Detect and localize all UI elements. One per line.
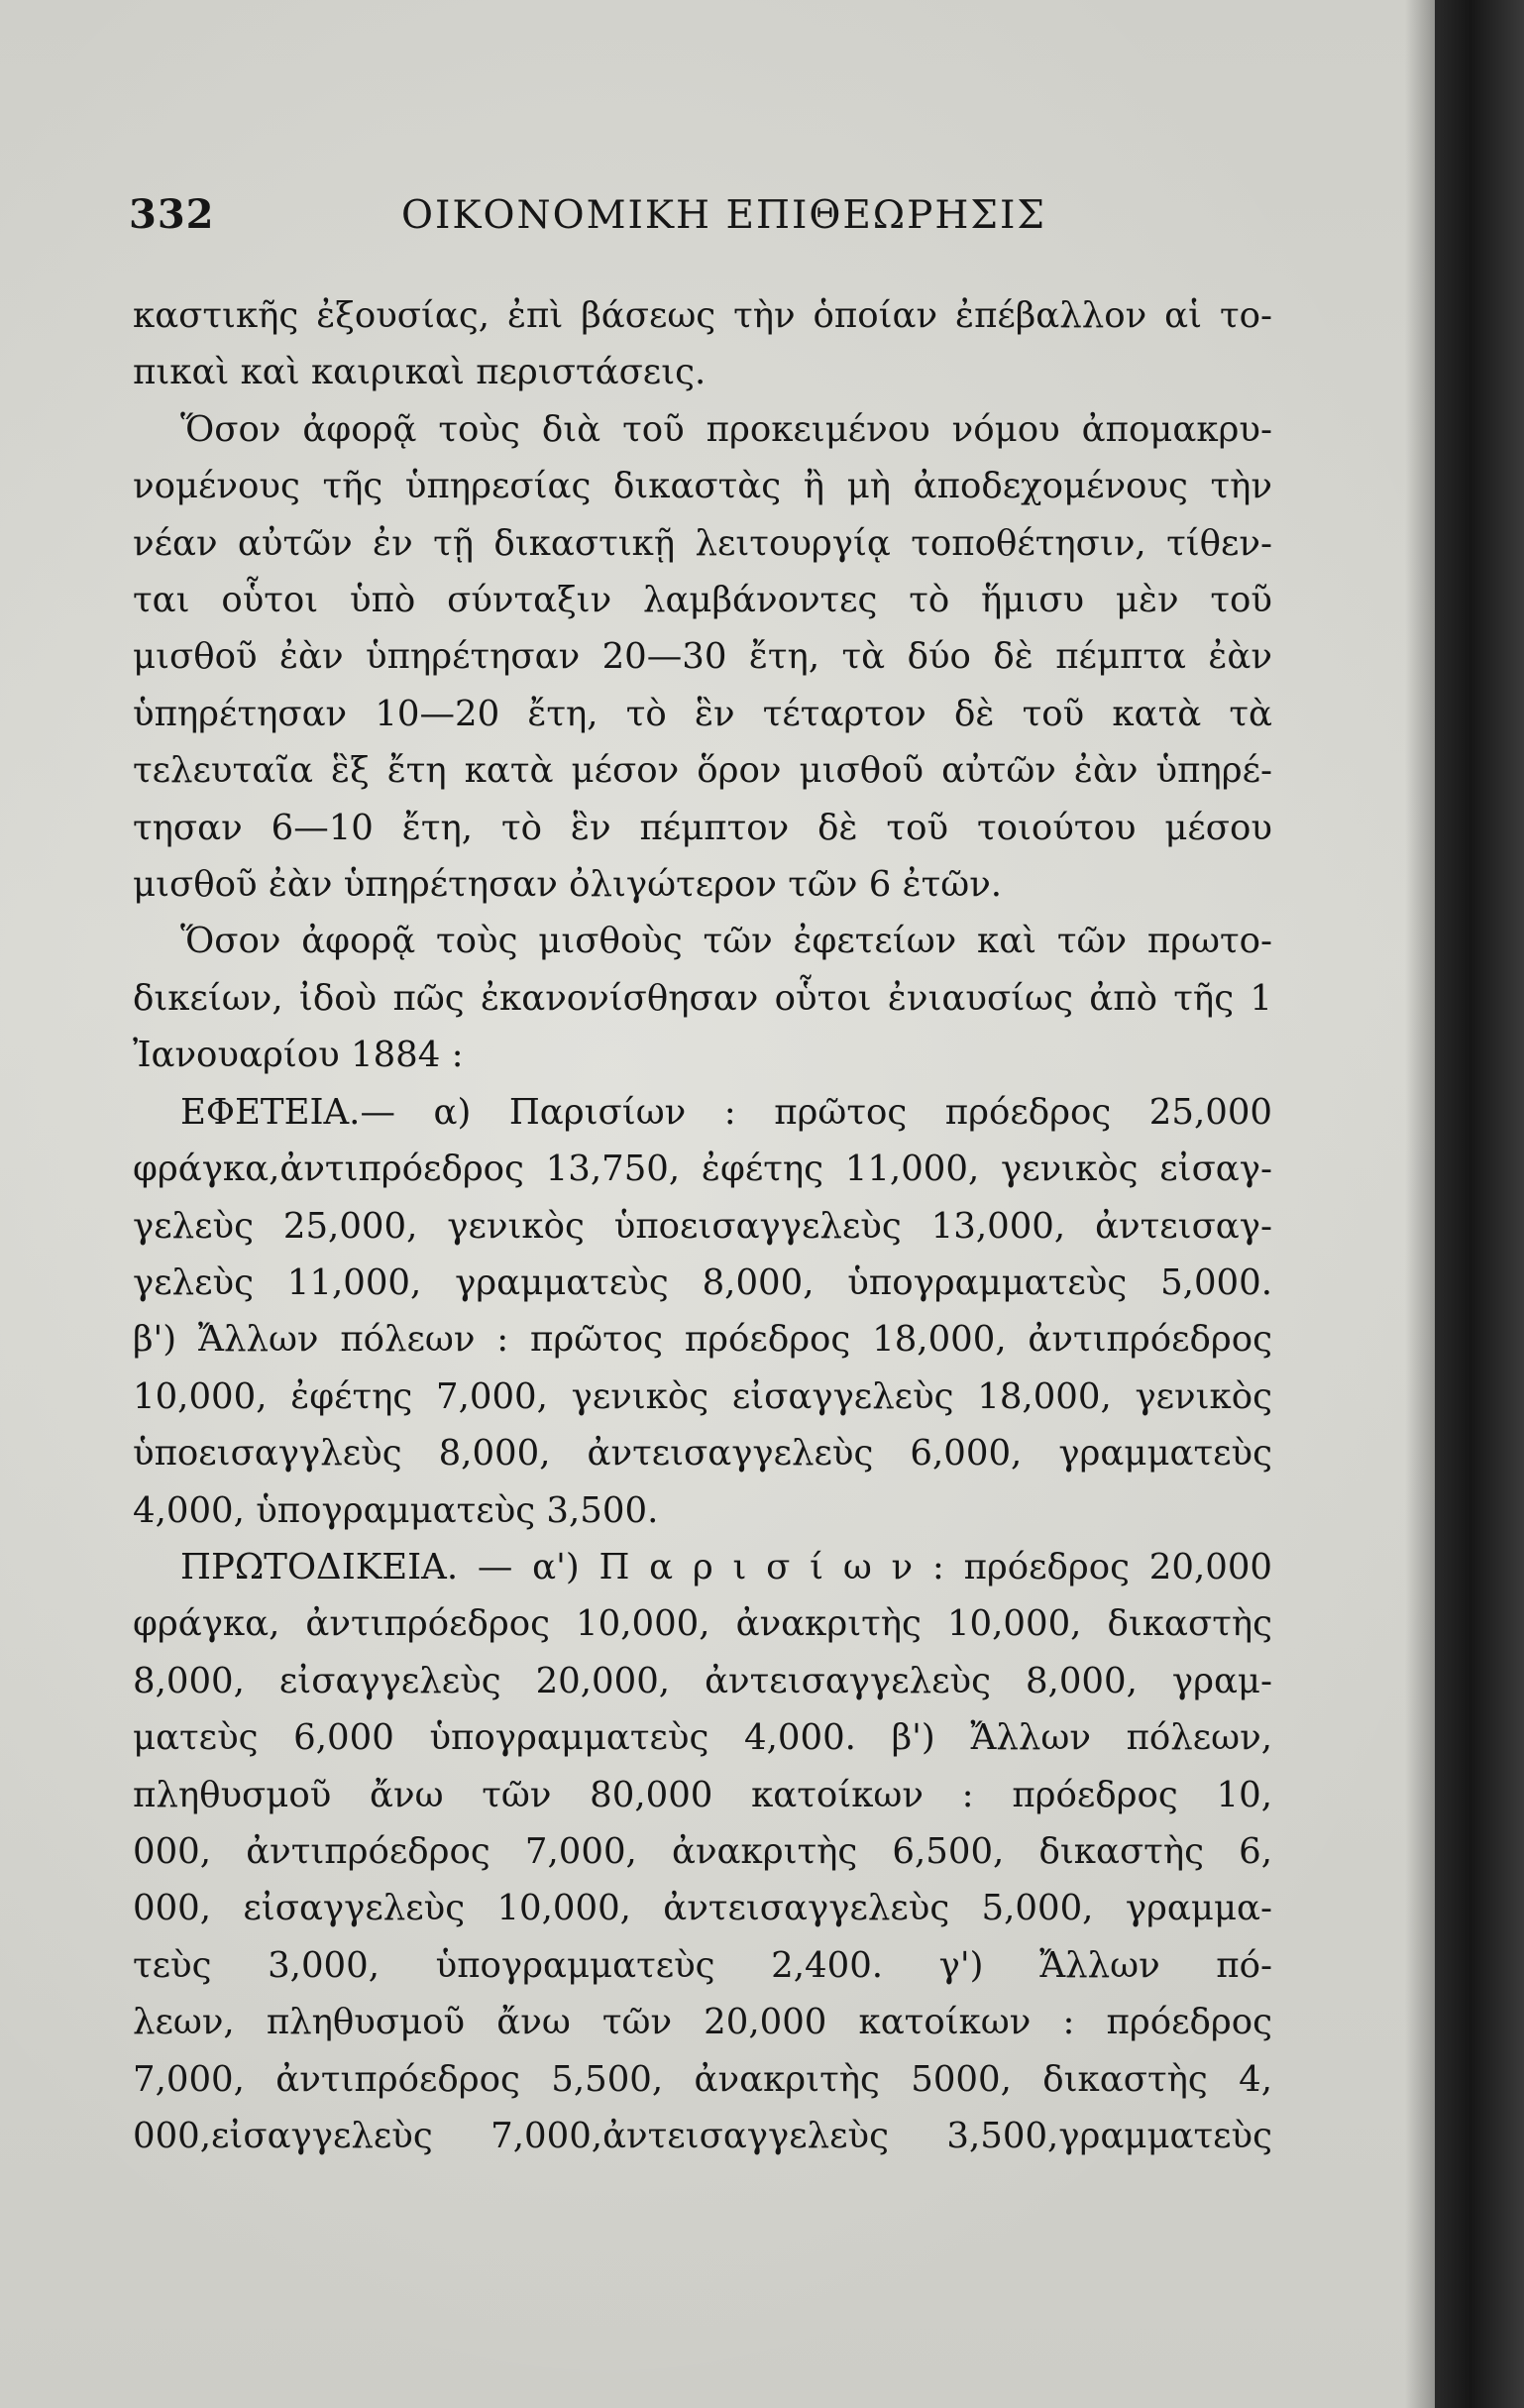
text-line: τησαν 6—10 ἔτη, τὸ ἓν πέμπτον δὲ τοῦ τοιούτου μέσου <box>133 807 1272 848</box>
text-line: 000, εἰσαγγελεὺς 10,000, ἀντεισαγγελεὺς 5,000, γραμμα- <box>133 1888 1272 1929</box>
text-line: τεὺς 3,000, ὑπογραμματεὺς 2,400. γ') Ἄλλων πό- <box>133 1944 1272 1986</box>
text-line: λεων, πληθυσμοῦ ἄνω τῶν 20,000 κατοίκων : πρόεδρος <box>133 2002 1272 2043</box>
body-text <box>133 287 1272 2164</box>
page-header <box>129 191 1318 251</box>
text-line: Ὅσον ἀφορᾷ τοὺς μισθοὺς τῶν ἐφετείων καὶ τῶν πρωτο- <box>180 921 1272 962</box>
text-line: Ἰανουαρίου 1884 : <box>133 1035 464 1076</box>
text-line: μισθοῦ ἐὰν ὑπηρέτησαν 20—30 ἔτη, τὰ δύο δὲ πέμπτα ἐὰν <box>133 636 1272 678</box>
page-number: 332 <box>129 191 215 238</box>
text-line: καστικῆς ἐξουσίας, ἐπὶ βάσεως τὴν ὁποίαν ἐπέβαλλον αἱ το- <box>133 295 1272 336</box>
text-line: 000, ἀντιπρόεδρος 7,000, ἀνακριτὴς 6,500, δικαστὴς 6, <box>133 1830 1272 1872</box>
text-line: γελεὺς 25,000, γενικὸς ὑποεισαγγελεὺς 13,000, ἀντεισαγ- <box>133 1205 1272 1247</box>
section-heading-line: ΠΡΩΤΟΔΙΚΕΙΑ. — α') Π α ρ ι σ ί ω ν : πρόεδρος 20,000 <box>180 1546 1272 1587</box>
text-line: ματεὺς 6,000 ὑπογραμματεὺς 4,000. β') Ἄλλων πόλεων, <box>133 1717 1272 1759</box>
text-line: φράγκα,ἀντιπρόεδρος 13,750, ἐφέτης 11,000, γενικὸς εἰσαγ- <box>133 1149 1272 1190</box>
text-line: ὑπηρέτησαν 10—20 ἔτη, τὸ ἓν τέταρτον δὲ τοῦ κατὰ τὰ <box>133 693 1272 734</box>
text-line: τελευταῖα ἓξ ἔτη κατὰ μέσον ὅρον μισθοῦ αὐτῶν ἐὰν ὑπηρέ- <box>133 750 1272 792</box>
text-line: γελεὺς 11,000, γραμματεὺς 8,000, ὑπογραμματεὺς 5,000. <box>133 1261 1272 1303</box>
text-line: ται οὗτοι ὑπὸ σύνταξιν λαμβάνοντες τὸ ἥμισυ μὲν τοῦ <box>133 580 1272 621</box>
text-line: 10,000, ἐφέτης 7,000, γενικὸς εἰσαγγελεὺς 18,000, γενικὸς <box>133 1375 1272 1417</box>
text-line: πληθυσμοῦ ἄνω τῶν 80,000 κατοίκων : πρόεδρος 10, <box>133 1774 1272 1815</box>
text-line: Ὅσον ἀφορᾷ τοὺς διὰ τοῦ προκειμένου νόμου ἀπομακρυ- <box>180 408 1272 450</box>
text-line: νέαν αὐτῶν ἐν τῇ δικαστικῇ λειτουργίᾳ τοποθέτησιν, τίθεν- <box>133 522 1272 564</box>
text-line: μισθοῦ ἐὰν ὑπηρέτησαν ὀλιγώτερον τῶν 6 ἐτῶν. <box>133 864 1003 906</box>
text-line: νομένους τῆς ὑπηρεσίας δικαστὰς ἢ μὴ ἀποδεχομένους τὴν <box>133 466 1272 507</box>
text-line: 4,000, ὑπογραμματεὺς 3,500. <box>133 1489 659 1531</box>
running-title: ΟΙΚΟΝΟΜΙΚΗ ΕΠΙΘΕΩΡΗΣΙΣ <box>401 193 1046 238</box>
text-line: φράγκα, ἀντιπρόεδρος 10,000, ἀνακριτὴς 10,000, δικαστὴς <box>133 1603 1272 1645</box>
text-line: β') Ἄλλων πόλεων : πρῶτος πρόεδρος 18,000, ἀντιπρόεδρος <box>133 1319 1272 1361</box>
text-line: 8,000, εἰσαγγελεὺς 20,000, ἀντεισαγγελεὺς 8,000, γραμ- <box>133 1660 1272 1701</box>
text-line: 7,000, ἀντιπρόεδρος 5,500, ἀνακριτὴς 5000, δικαστὴς 4, <box>133 2058 1272 2100</box>
text-line: 000,εἰσαγγελεὺς 7,000,ἀντεισαγγελεὺς 3,500,γραμματεὺς <box>133 2116 1272 2156</box>
section-heading-line: ΕΦΕΤΕΙΑ.— α) Παρισίων : πρῶτος πρόεδρος 25,000 <box>180 1091 1272 1133</box>
text-line: ὑποεισαγγλεὺς 8,000, ἀντεισαγγελεὺς 6,000, γραμματεὺς <box>133 1433 1272 1475</box>
text-line: πικαὶ καὶ καιρικαὶ περιστάσεις. <box>133 352 707 393</box>
text-line: δικείων, ἰδοὺ πῶς ἐκανονίσθησαν οὗτοι ἐνιαυσίως ἀπὸ τῆς 1 <box>133 977 1272 1019</box>
binding-shadow <box>1405 0 1435 2408</box>
book-binding <box>1435 0 1524 2408</box>
